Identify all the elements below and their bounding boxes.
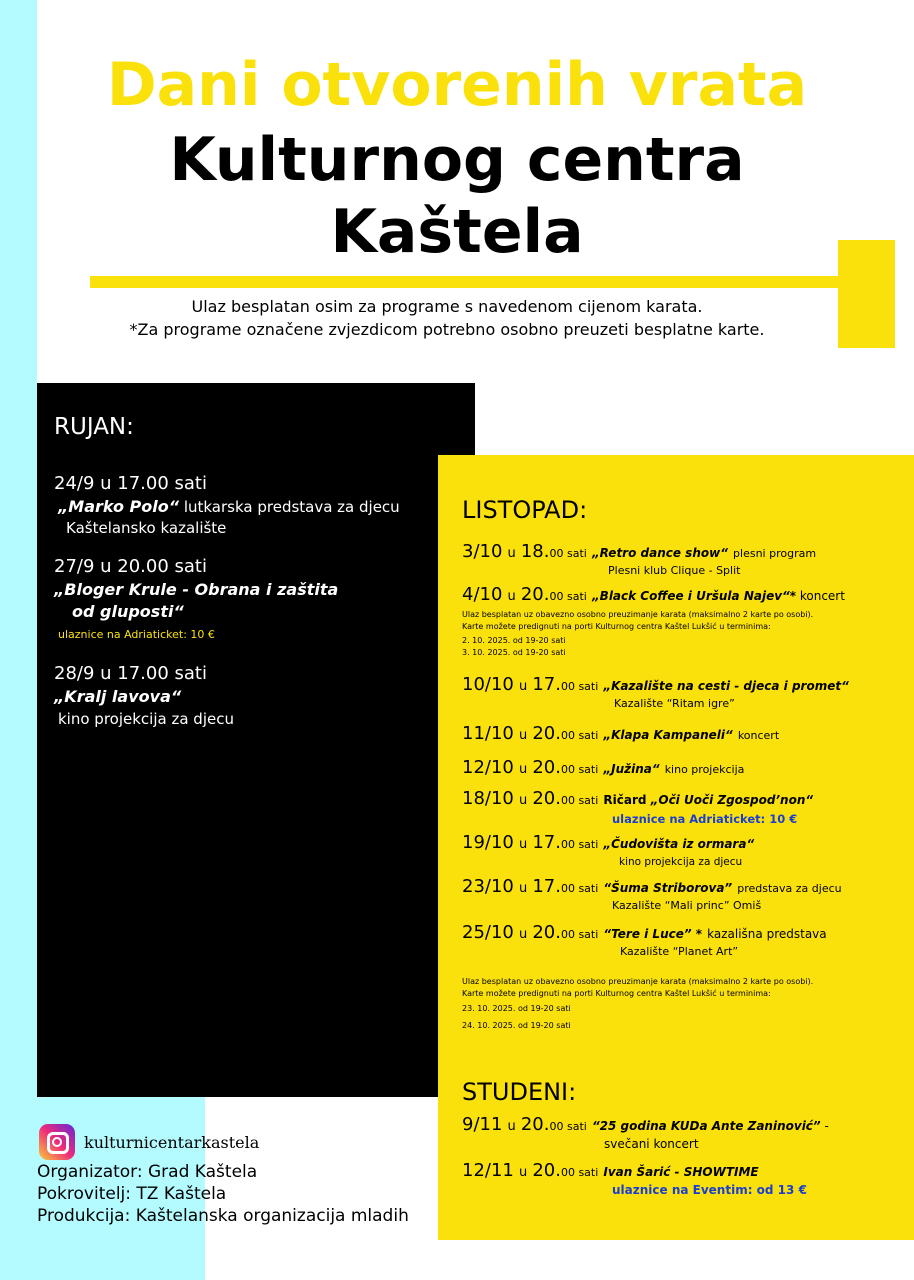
event-time: 17. — [532, 876, 561, 897]
listopad-note-2-line-1: Ulaz besplatan uz obavezno osobno preuzimanje karata (maksimalno 2 karte po osobi). — [462, 977, 814, 986]
event-time-suffix: 00 sati — [560, 882, 599, 895]
event-u: u — [507, 1119, 516, 1134]
event-time: 17. — [532, 674, 561, 695]
studeni-event-1-row — [462, 1114, 829, 1135]
event-day: 12/11 — [462, 1160, 514, 1181]
listopad-event-8-venue: Kazalište “Mali princ” Omiš — [612, 899, 762, 912]
listopad-event-3-venue: Kazalište “Ritam igre” — [614, 697, 735, 710]
rujan-event-3-date: 28/9 u 17.00 sati — [54, 663, 207, 684]
event-u: u — [518, 927, 528, 942]
listopad-note-2-line-2: Karte možete predignuti na porti Kulturnog centra Kaštel Lukšić u terminima: — [462, 989, 771, 998]
instagram-icon[interactable] — [39, 1124, 75, 1160]
rujan-event-3-desc: kino projekcija za djecu — [58, 710, 234, 728]
listopad-event-6-row — [462, 788, 813, 809]
event-time-suffix: 00 sati — [560, 928, 599, 941]
event-time-suffix: 00 sati — [560, 680, 599, 693]
listopad-note-2-line-3: 23. 10. 2025. od 19-20 sati — [462, 1004, 571, 1013]
event-day: 3/10 — [462, 541, 503, 562]
event-title: “25 godina KUDa Ante Zaninović” — [591, 1119, 821, 1133]
studeni-event-1-desc: svečani koncert — [604, 1137, 699, 1151]
production-credit: Produkcija: Kaštelanska organizacija mladih — [37, 1206, 409, 1226]
title-line-2: Kulturnog centra — [169, 125, 745, 195]
rujan-event-1-desc: lutkarska predstava za djecu — [179, 498, 400, 516]
rujan-event-1-date: 24/9 u 17.00 sati — [54, 473, 207, 494]
event-day: 23/10 — [462, 876, 514, 897]
studeni-event-2-tickets-link[interactable]: ulaznice na Eventim: od 13 € — [612, 1183, 807, 1197]
event-desc: kino projekcija — [664, 763, 745, 776]
event-desc: plesni program — [733, 547, 817, 560]
studeni-event-2-row — [462, 1160, 759, 1181]
listopad-event-5-row — [462, 757, 744, 778]
listopad-note-2-line-4: 24. 10. 2025. od 19-20 sati — [462, 1021, 571, 1030]
event-u: u — [518, 762, 528, 777]
listopad-event-3-row — [462, 674, 849, 695]
title-underline — [90, 276, 850, 288]
title-line-3: Kaštela — [330, 197, 584, 267]
event-time-suffix: 00 sati — [549, 547, 587, 560]
rujan-event-1-title-row — [58, 497, 400, 516]
event-day: 4/10 — [462, 584, 503, 605]
event-time-suffix: 00 sati — [560, 729, 599, 742]
event-time: 20. — [532, 723, 561, 744]
rujan-event-3-title: „Kralj lavova“ — [54, 687, 182, 706]
listopad-event-1-row — [462, 541, 816, 562]
event-time-suffix: 00 sati — [549, 1120, 587, 1133]
listopad-event-6-tickets-link[interactable]: ulaznice na Adriaticket: 10 € — [612, 812, 798, 826]
event-time: 20. — [520, 1114, 550, 1135]
event-title: „Kazalište na cesti - djeca i promet“ — [603, 679, 849, 693]
event-u: u — [518, 837, 528, 852]
instagram-icon-flash — [63, 1132, 66, 1135]
event-title: „Južina“ — [603, 762, 660, 776]
event-day: 18/10 — [462, 788, 514, 809]
intro-line-1: Ulaz besplatan osim za programe s navedenom cijenom karata. — [191, 297, 703, 316]
listopad-event-9-row — [462, 922, 827, 943]
event-desc: koncert — [737, 729, 780, 742]
event-day: 11/10 — [462, 723, 514, 744]
listopad-event-7-desc: kino projekcija za djecu — [619, 856, 743, 868]
rujan-event-1-title: „Marko Polo“ — [58, 497, 180, 516]
event-title: “Tere i Luce” * — [603, 927, 703, 941]
event-u: u — [518, 793, 528, 808]
event-desc: - — [820, 1119, 829, 1133]
event-day: 10/10 — [462, 674, 514, 695]
rujan-heading: RUJAN: — [54, 414, 134, 440]
intro-line-2: *Za programe označene zvjezdicom potrebno osobno preuzeti besplatne karte. — [129, 320, 765, 339]
listopad-note-1-line-1: Ulaz besplatan uz obavezno osobno preuzimanje karata (maksimalno 2 karte po osobi). — [462, 610, 814, 619]
event-time: 20. — [520, 584, 550, 605]
listopad-event-4-row — [462, 723, 779, 744]
event-time-suffix: 00 sati — [549, 590, 587, 603]
listopad-event-1-venue: Plesni klub Clique - Split — [608, 564, 741, 577]
event-desc: koncert — [796, 589, 845, 603]
rujan-event-2-tickets: ulaznice na Adriaticket: 10 € — [58, 628, 215, 641]
listopad-event-7-row — [462, 832, 754, 853]
event-day: 19/10 — [462, 832, 514, 853]
event-title: „Oči Uoči Zgospod’non“ — [650, 793, 814, 807]
listopad-note-1-line-3: 2. 10. 2025. od 19-20 sati — [462, 636, 566, 645]
event-u: u — [518, 881, 528, 896]
sponsor-credit: Pokrovitelj: TZ Kaštela — [37, 1184, 227, 1204]
event-time: 18. — [520, 541, 550, 562]
event-time: 20. — [532, 788, 561, 809]
event-time: 20. — [532, 757, 561, 778]
event-time-suffix: 00 sati — [560, 763, 599, 776]
organizer-credit: Organizator: Grad Kaštela — [37, 1162, 258, 1182]
event-title: “Šuma Striborova” — [603, 881, 733, 895]
event-title: Ivan Šarić - SHOWTIME — [603, 1165, 759, 1179]
event-desc: kazališna predstava — [707, 927, 827, 941]
decorative-yellow-block — [838, 240, 895, 348]
rujan-event-1-venue: Kaštelansko kazalište — [66, 519, 227, 537]
listopad-heading: LISTOPAD: — [462, 496, 588, 524]
rujan-event-2-title-line-1: „Bloger Krule - Obrana i zaštita — [54, 580, 339, 599]
event-time: 20. — [532, 922, 561, 943]
listopad-event-8-row — [462, 876, 842, 897]
event-performer: Ričard — [603, 793, 651, 807]
event-u: u — [507, 589, 516, 604]
event-time: 20. — [532, 1160, 561, 1181]
event-time-suffix: 00 sati — [560, 1166, 599, 1179]
event-u: u — [518, 1165, 528, 1180]
event-u: u — [507, 546, 516, 561]
studeni-heading: STUDENI: — [462, 1078, 577, 1106]
listopad-note-1-line-4: 3. 10. 2025. od 19-20 sati — [462, 648, 566, 657]
rujan-event-2-title-line-2: od gluposti“ — [72, 602, 184, 621]
event-u: u — [518, 728, 528, 743]
event-desc: predstava za djecu — [737, 882, 842, 895]
instagram-handle[interactable]: kulturnicentarkastela — [84, 1133, 260, 1152]
event-time-suffix: 00 sati — [560, 794, 599, 807]
event-day: 9/11 — [462, 1114, 503, 1135]
event-day: 25/10 — [462, 922, 514, 943]
instagram-icon-lens — [52, 1137, 62, 1147]
event-time-suffix: 00 sati — [560, 838, 599, 851]
listopad-event-2-row — [462, 584, 845, 605]
event-time: 17. — [532, 832, 561, 853]
event-title: „Retro dance show“ — [591, 546, 728, 560]
event-u: u — [518, 679, 528, 694]
event-day: 12/10 — [462, 757, 514, 778]
event-title: „Čudovišta iz ormara“ — [603, 837, 755, 851]
listopad-note-1-line-2: Karte možete predignuti na porti Kulturnog centra Kaštel Lukšić u terminima: — [462, 622, 771, 631]
event-title: „Black Coffee i Uršula Najev“* — [591, 589, 797, 603]
rujan-event-2-date: 27/9 u 20.00 sati — [54, 556, 207, 577]
title-line-1: Dani otvorenih vrata — [106, 50, 808, 120]
event-title: „Klapa Kampaneli“ — [603, 728, 733, 742]
listopad-event-9-venue: Kazalište “Planet Art” — [620, 945, 739, 958]
